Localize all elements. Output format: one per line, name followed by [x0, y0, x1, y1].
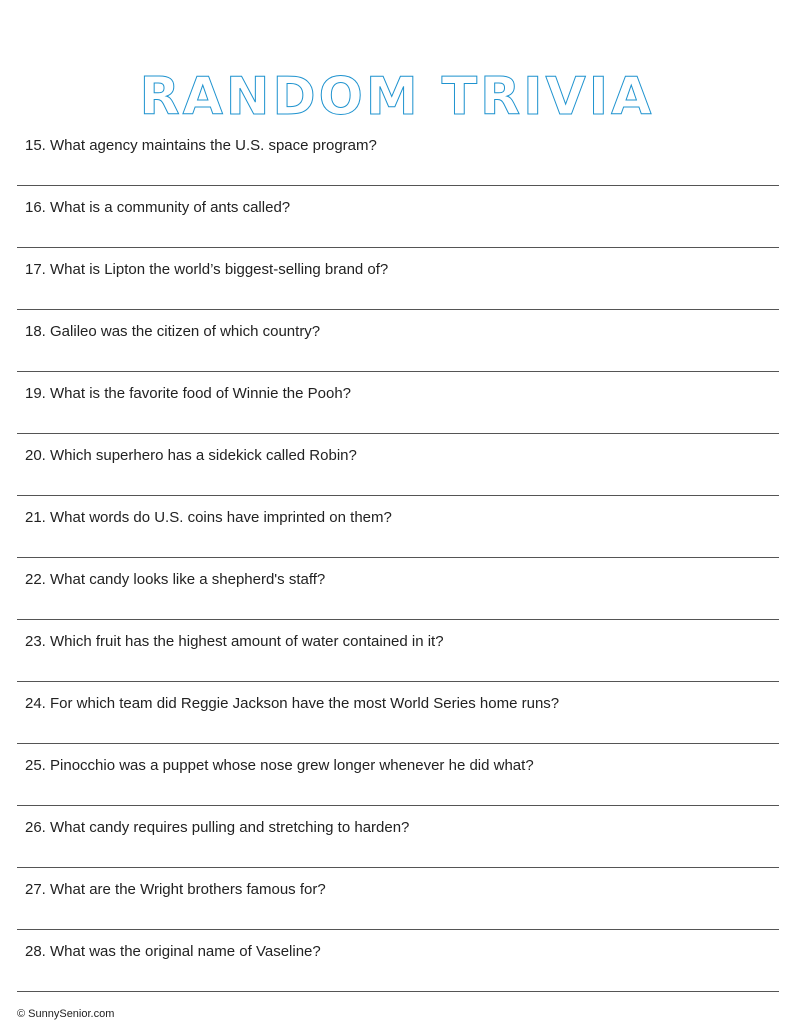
question-text: 24. For which team did Reggie Jackson have the most World Series home runs?: [25, 695, 560, 712]
answer-line[interactable]: [17, 557, 779, 558]
question-item: [0, 943, 794, 1005]
answer-line[interactable]: [17, 433, 779, 434]
question-text: 25. Pinocchio was a puppet whose nose grew longer whenever he did what?: [25, 757, 534, 774]
answer-line[interactable]: [17, 185, 779, 186]
question-item: [0, 757, 794, 819]
question-item: [0, 323, 794, 385]
question-item: [0, 509, 794, 571]
question-item: [0, 137, 794, 199]
question-item: [0, 571, 794, 633]
question-text: 16. What is a community of ants called?: [25, 199, 291, 216]
question-item: [0, 447, 794, 509]
question-text: 15. What agency maintains the U.S. space program?: [25, 137, 377, 154]
page-title: RANDOM TRIVIA: [0, 65, 794, 129]
question-item: [0, 695, 794, 757]
question-text: 21. What words do U.S. coins have imprinted on them?: [25, 509, 392, 526]
question-item: [0, 385, 794, 447]
question-item: [0, 633, 794, 695]
question-text: 26. What candy requires pulling and stretching to harden?: [25, 819, 410, 836]
question-text: 28. What was the original name of Vaseline?: [25, 943, 321, 960]
answer-line[interactable]: [17, 495, 779, 496]
answer-line[interactable]: [17, 991, 779, 992]
question-item: [0, 819, 794, 881]
question-text: 17. What is Lipton the world’s biggest-selling brand of?: [25, 261, 389, 278]
answer-line[interactable]: [17, 371, 779, 372]
question-text: 20. Which superhero has a sidekick called Robin?: [25, 447, 357, 464]
question-text: 19. What is the favorite food of Winnie the Pooh?: [25, 385, 352, 402]
copyright-footer: © SunnySenior.com: [17, 1008, 115, 1020]
answer-line[interactable]: [17, 929, 779, 930]
answer-line[interactable]: [17, 619, 779, 620]
question-text: 27. What are the Wright brothers famous for?: [25, 881, 326, 898]
answer-line[interactable]: [17, 309, 779, 310]
answer-line[interactable]: [17, 247, 779, 248]
question-text: 18. Galileo was the citizen of which country?: [25, 323, 321, 340]
question-item: [0, 881, 794, 943]
answer-line[interactable]: [17, 681, 779, 682]
question-text: 23. Which fruit has the highest amount of water contained in it?: [25, 633, 444, 650]
answer-line[interactable]: [17, 867, 779, 868]
question-item: [0, 199, 794, 261]
answer-line[interactable]: [17, 743, 779, 744]
question-text: 22. What candy looks like a shepherd's staff?: [25, 571, 326, 588]
question-item: [0, 261, 794, 323]
answer-line[interactable]: [17, 805, 779, 806]
